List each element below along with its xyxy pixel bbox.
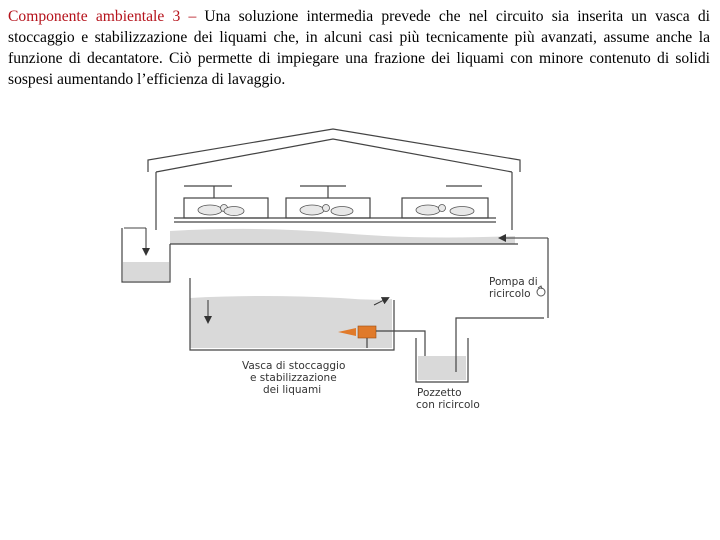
pump-label-line2: ricircolo xyxy=(489,288,531,300)
tank-label-line1: Vasca di stoccaggio xyxy=(242,360,346,372)
well-label-line1: Pozzetto xyxy=(417,387,462,399)
sump-well xyxy=(416,238,548,382)
slide-body: Una soluzione intermedia prevede che nel circuito sia inserita un vasca di stoccaggio e stabilizzazione dei liquami che, in alcuni casi più tecnicamente più avanzati, assume anche la funzione di decantatore. Ciò permette di impiegare una frazione dei liquami con minore contenuto di solidi sospesi aumentando l’efficienza di lavaggio. xyxy=(8,8,710,88)
title-dash: – xyxy=(188,8,197,25)
tank-label-line3: dei liquami xyxy=(263,384,322,396)
storage-tank xyxy=(190,278,394,350)
barn-roof-inner xyxy=(156,139,512,172)
well-label-line2: con ricircolo xyxy=(416,399,480,411)
tank-label-line2: e stabilizzazione xyxy=(250,372,337,384)
slide-title: Componente ambientale 3 xyxy=(8,8,181,25)
recycle-icon xyxy=(537,286,545,296)
pump-label-line1: Pompa di xyxy=(489,276,538,288)
pig-icon xyxy=(198,205,474,216)
drop-pit xyxy=(122,228,170,282)
barn-roof xyxy=(148,129,520,172)
slurry-channel xyxy=(170,229,548,244)
